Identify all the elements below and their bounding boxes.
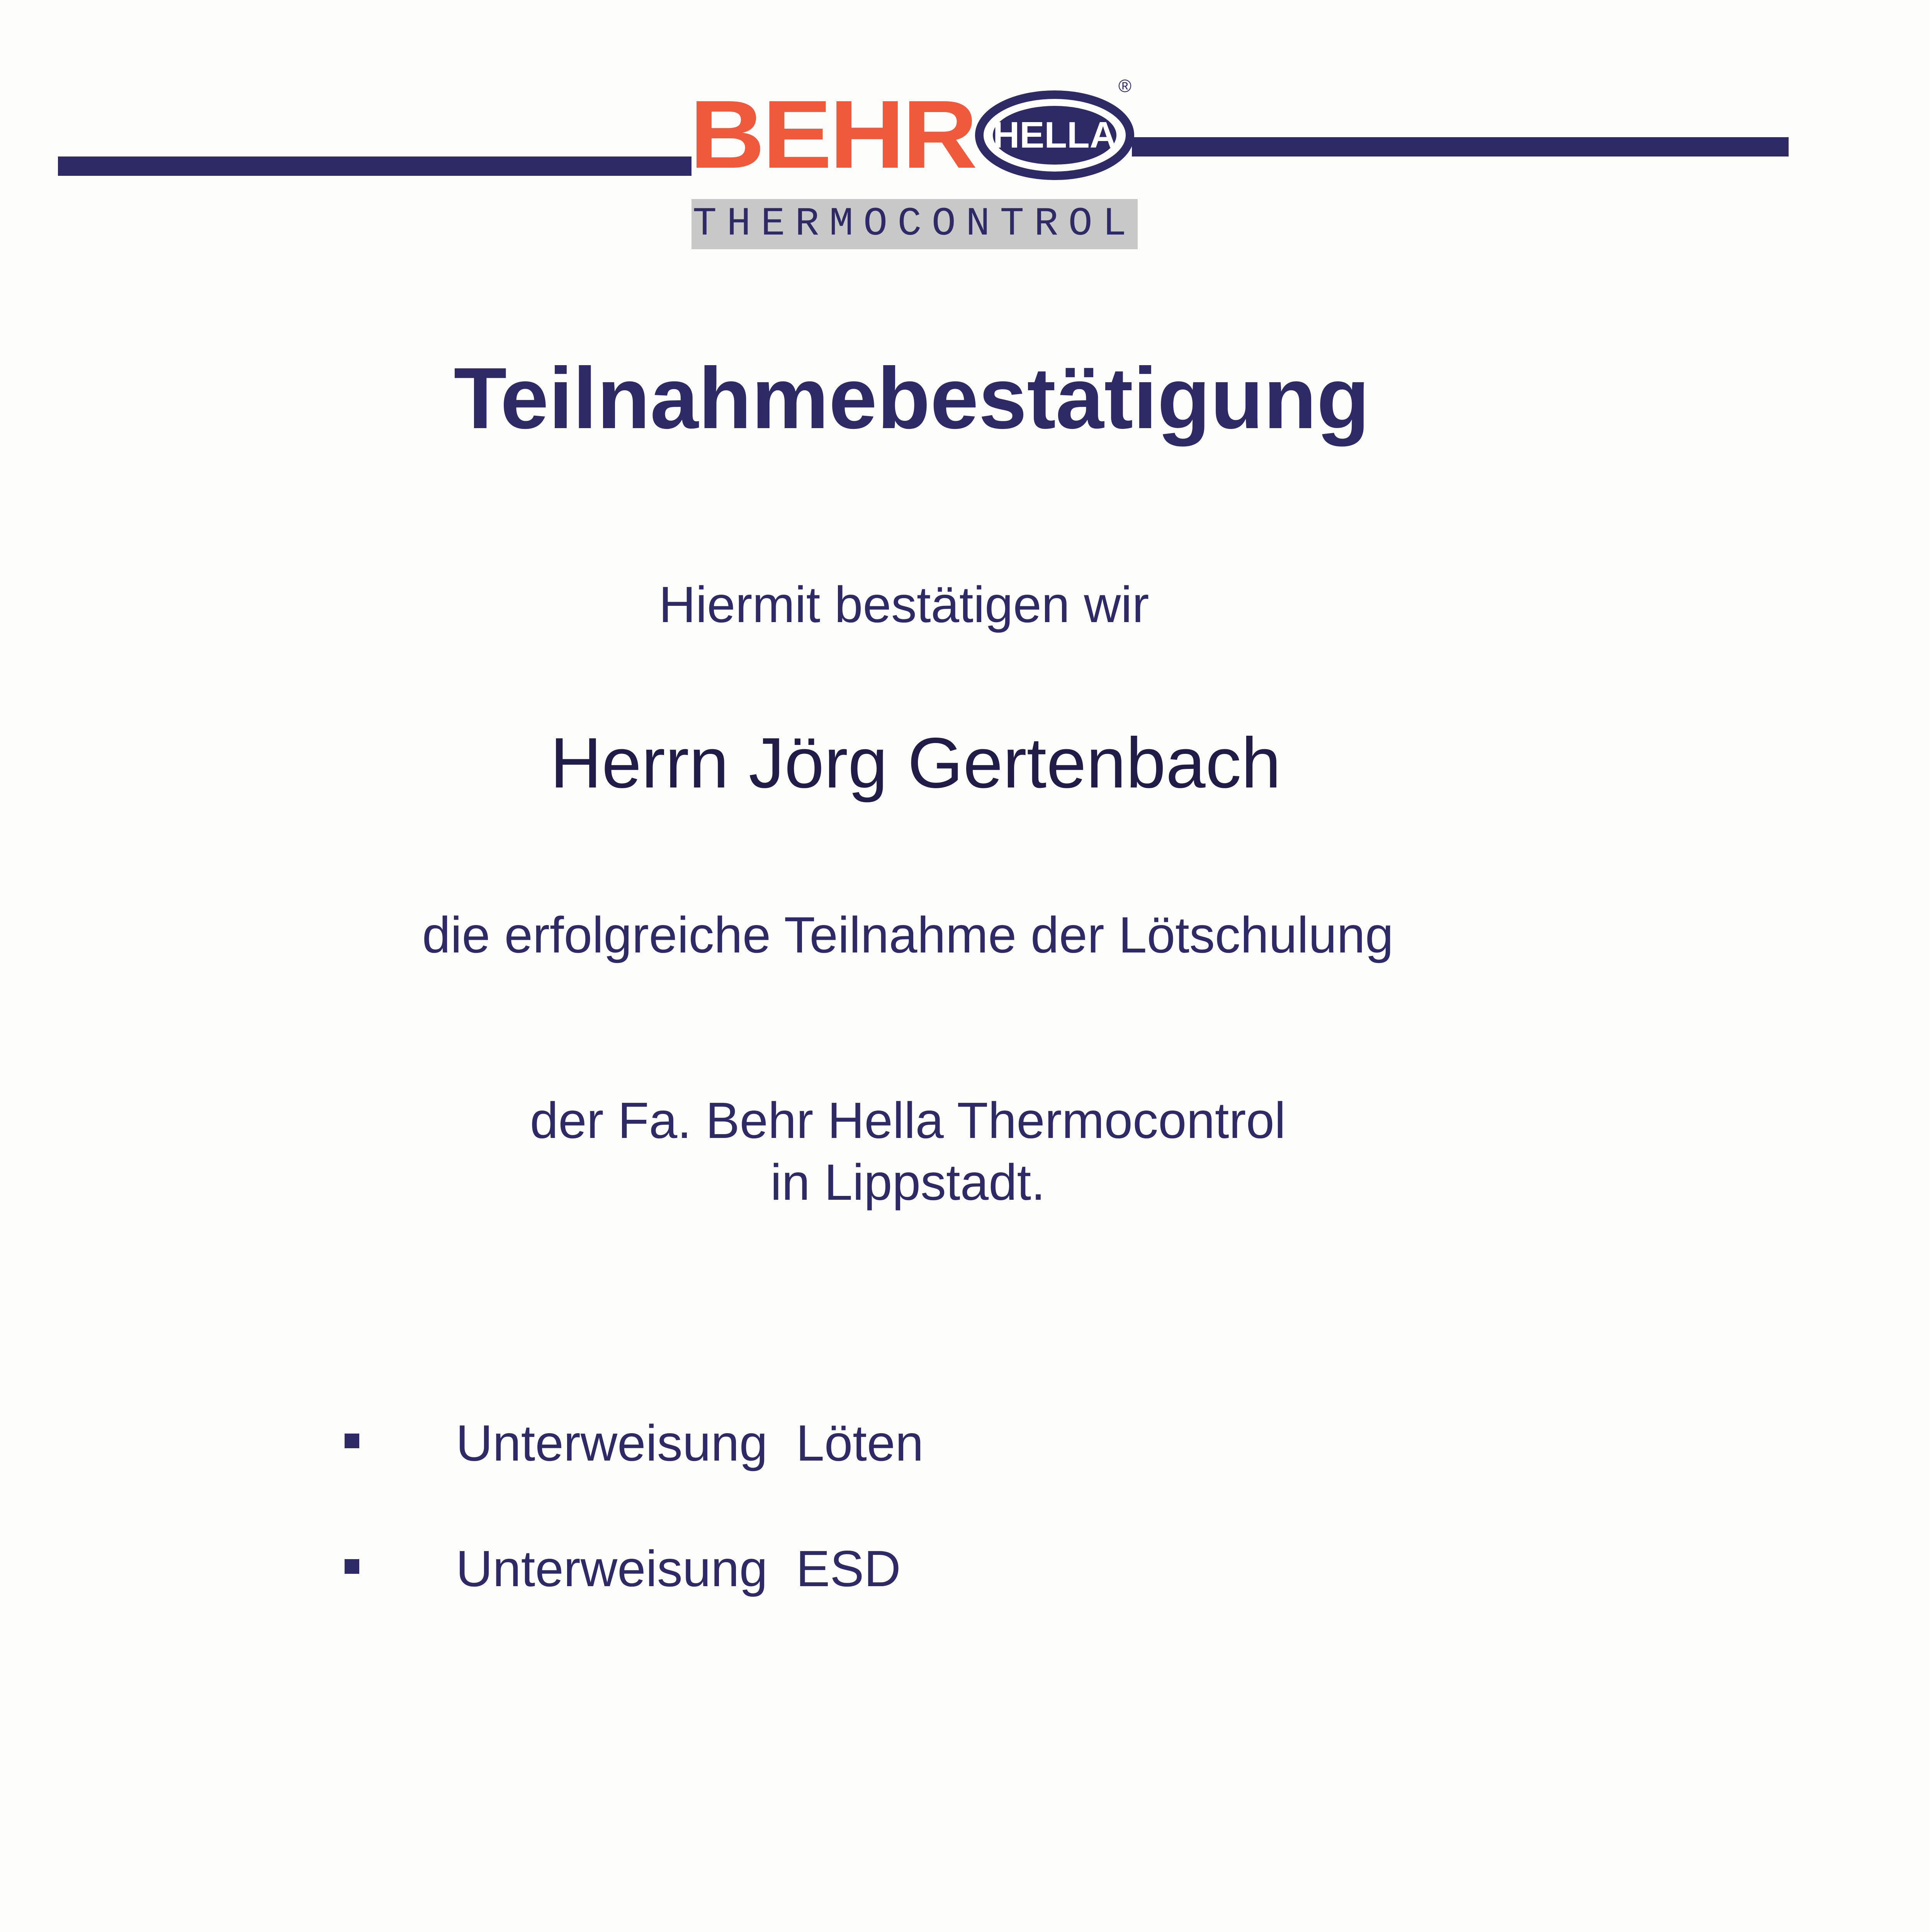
bullet-icon bbox=[345, 1434, 359, 1448]
topic-item bbox=[340, 1536, 1190, 1602]
hella-logo-text: HELLA bbox=[993, 114, 1116, 156]
topic-label: Unterweisung Löten bbox=[456, 1415, 924, 1471]
certificate-title: Teilnahmebestätigung bbox=[454, 349, 1370, 447]
course-text: die erfolgreiche Teilnahme der Lötschulung bbox=[422, 906, 1394, 963]
recipient-name: Herrn Jörg Gertenbach bbox=[550, 723, 1281, 803]
hella-logo bbox=[973, 89, 1136, 182]
registered-mark: ® bbox=[1118, 76, 1131, 96]
header-rule-right bbox=[1132, 137, 1789, 156]
behr-logo-text: BEHR bbox=[690, 80, 975, 188]
intro-text: Hiermit bestätigen wir bbox=[659, 576, 1149, 633]
company-line-1: der Fa. Behr Hella Thermocontrol bbox=[530, 1092, 1286, 1149]
company-line-2: in Lippstadt. bbox=[770, 1154, 1045, 1211]
thermocontrol-text: THERMOCONTROL bbox=[692, 201, 1137, 247]
topic-label: Unterweisung ESD bbox=[456, 1540, 901, 1597]
bullet-icon bbox=[345, 1559, 359, 1574]
header-rule-left bbox=[58, 156, 691, 176]
company-block bbox=[425, 1090, 1391, 1213]
topic-item bbox=[340, 1410, 1190, 1476]
